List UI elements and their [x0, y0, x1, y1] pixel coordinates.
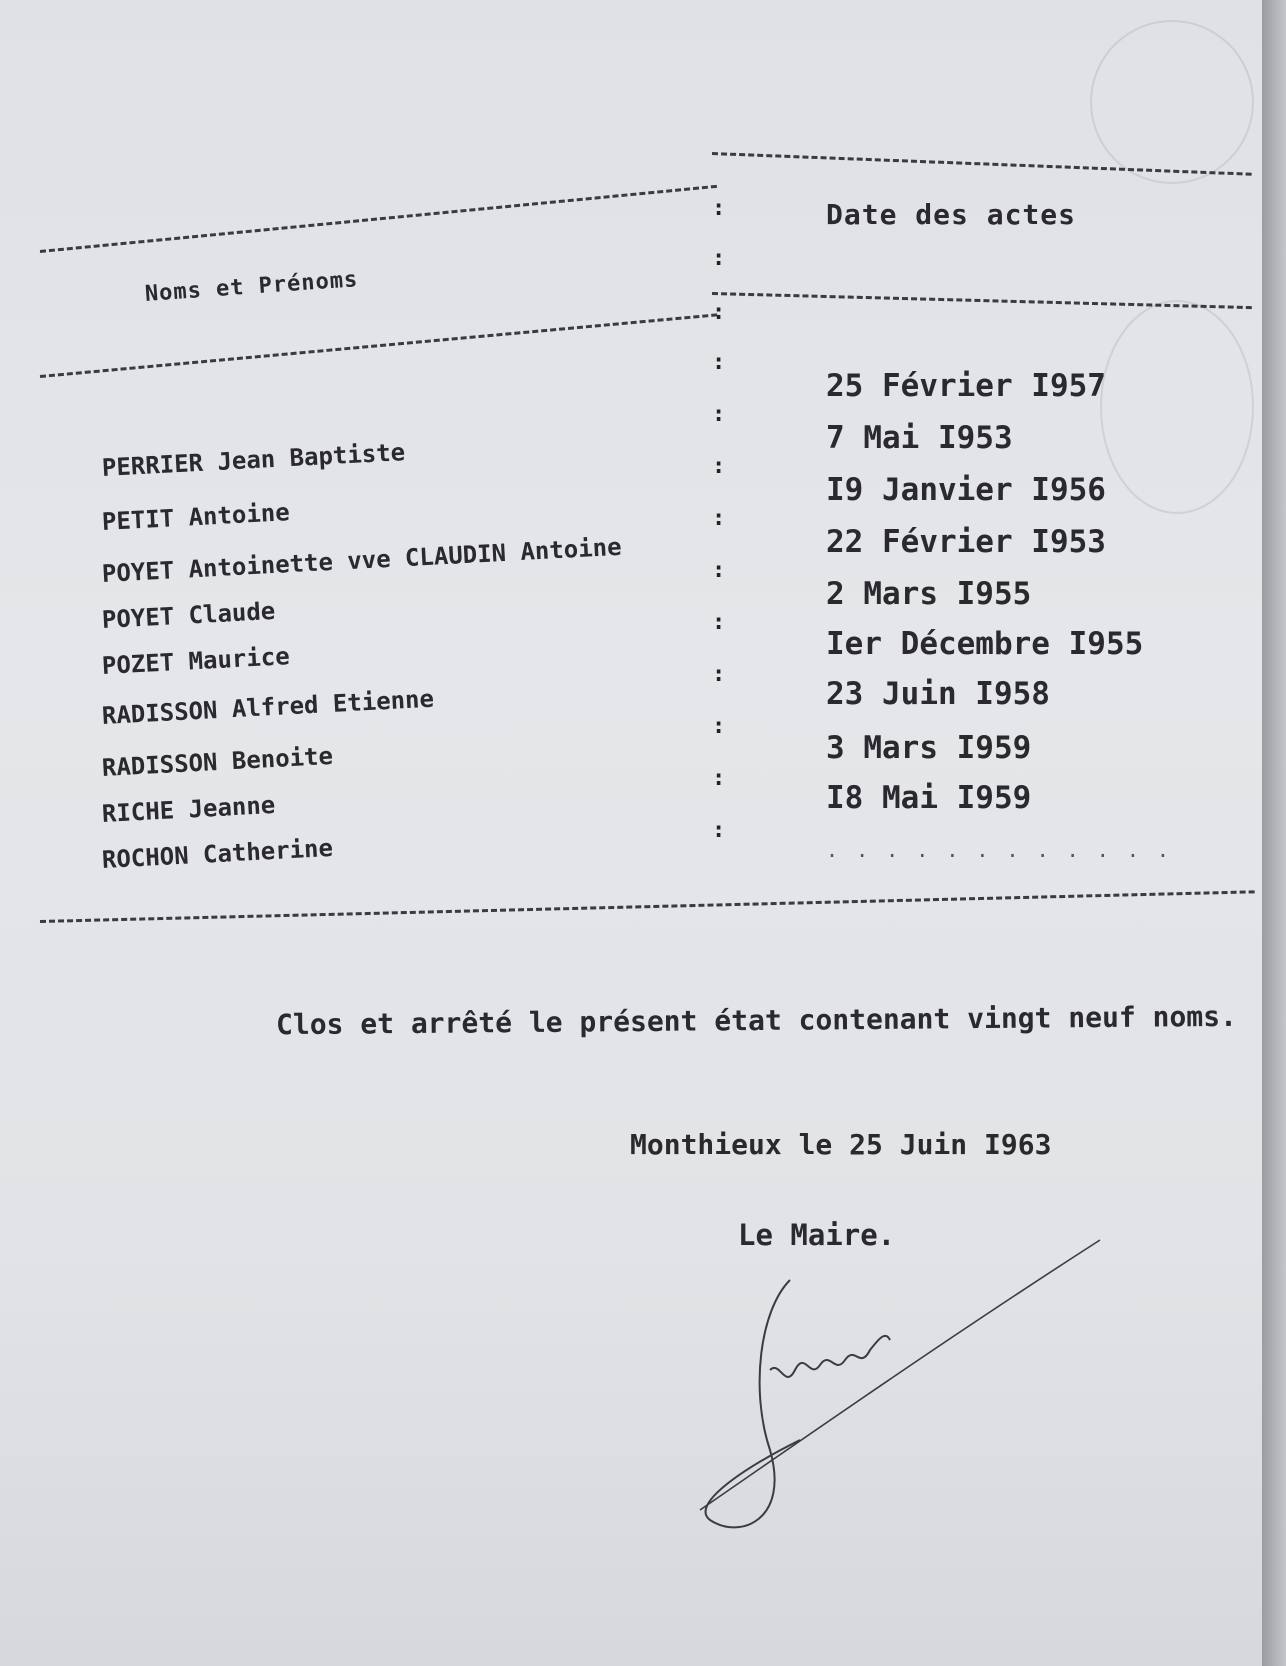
header-bottom-rule	[40, 313, 717, 378]
entry-name: ROCHON Catherine	[101, 833, 334, 874]
column-header-dates: Date des actes	[826, 198, 1077, 231]
entry-date: 7 Mai I953	[826, 420, 1013, 456]
table-top-rule	[40, 185, 717, 253]
column-separator: :	[712, 766, 726, 791]
dotted-filler: . . . . . . . . . . . .	[826, 838, 1172, 862]
place-and-date: Monthieux le 25 Juin I963	[630, 1128, 1052, 1161]
entry-date: 22 Février I953	[826, 524, 1106, 560]
entry-date: 23 Juin I958	[826, 676, 1050, 712]
handwritten-signature	[680, 1220, 1120, 1550]
entry-name: POYET Claude	[101, 596, 276, 634]
entry-name: RADISSON Alfred Etienne	[101, 684, 435, 730]
column-separator: :	[712, 402, 726, 427]
column-header-names: Noms et Prénoms	[144, 267, 360, 307]
signatory-title: Le Maire.	[738, 1218, 896, 1252]
entry-name: RICHE Jeanne	[101, 790, 276, 828]
entry-date: I8 Mai I959	[826, 780, 1032, 816]
entry-date: 2 Mars I955	[826, 576, 1032, 612]
column-separator: :	[712, 454, 726, 479]
page-edge	[1262, 0, 1286, 1666]
column-separator: :	[712, 558, 726, 583]
column-separator: :	[712, 506, 726, 531]
entry-date: 3 Mars I959	[826, 730, 1032, 766]
table-bottom-rule	[40, 890, 1255, 923]
entry-name: PERRIER Jean Baptiste	[101, 438, 406, 482]
faint-stamp-mid	[1100, 300, 1254, 514]
entry-date: 25 Février I957	[826, 368, 1106, 404]
entry-name: PETIT Antoine	[101, 498, 291, 536]
column-separator: :	[712, 196, 726, 221]
column-separator: :	[712, 714, 726, 739]
entry-name: POZET Maurice	[101, 642, 291, 680]
column-separator: :	[712, 610, 726, 635]
closing-statement: Clos et arrêté le présent état contenant vingt neuf noms.	[275, 999, 1238, 1042]
column-separator: :	[712, 300, 726, 325]
column-separator: :	[712, 350, 726, 375]
column-separator: :	[712, 662, 726, 687]
column-separator: :	[712, 818, 726, 843]
entry-date: I9 Janvier I956	[826, 472, 1106, 508]
entry-date: Ier Décembre I955	[826, 626, 1144, 662]
entry-name: POYET Antoinette vve CLAUDIN Antoine	[101, 532, 623, 588]
column-separator: :	[712, 246, 726, 271]
entry-name: RADISSON Benoite	[101, 741, 334, 782]
faint-stamp-top	[1090, 20, 1254, 184]
